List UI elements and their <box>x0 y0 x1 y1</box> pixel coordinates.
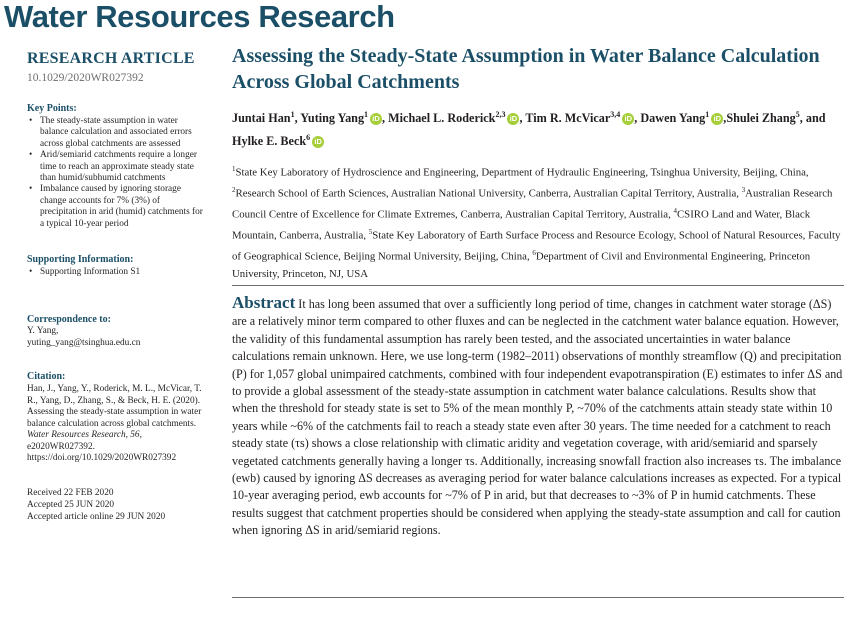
affiliation-text: Department of Civil and Environmental Engineering, Princeton University, Princeton, NJ, USA <box>232 250 811 280</box>
author-affiliation-marker: 1 <box>705 110 710 119</box>
article-header <box>232 43 844 283</box>
author-affiliation-marker: 1 <box>290 110 295 119</box>
affiliation-marker: 3 <box>741 186 746 195</box>
orcid-icon[interactable]: iD <box>507 113 519 125</box>
affiliation-marker: 6 <box>532 248 536 257</box>
citation-heading: Citation: <box>27 371 66 383</box>
sidebar <box>27 50 207 524</box>
divider <box>232 285 844 286</box>
correspondence-email[interactable]: yuting_yang@tsinghua.edu.cn <box>27 337 141 348</box>
author-name[interactable]: Dawen Yang <box>640 111 706 126</box>
supporting-info-list <box>27 267 207 278</box>
affiliation-text: CSIRO Land and Water, Black Mountain, Canberra, Australia, <box>232 208 811 242</box>
author-separator: , <box>382 111 389 126</box>
accepted-online-date: Accepted article online 29 JUN 2020 <box>27 511 166 522</box>
author-name[interactable]: Yuting Yang <box>300 111 365 126</box>
received-date: Received 22 FEB 2020 <box>27 488 114 499</box>
doi[interactable]: 10.1029/2020WR027392 <box>27 72 144 84</box>
supporting-info-heading: Supporting Information: <box>27 254 134 266</box>
affiliation-marker: 4 <box>673 206 677 215</box>
supporting-info-link[interactable]: • Supporting Information S1 <box>27 267 207 278</box>
orcid-icon[interactable]: iD <box>622 113 634 125</box>
divider <box>232 597 844 598</box>
citation-text: Han, J., Yang, Y., Roderick, M. L., McVicar, T. R., Yang, D., Zhang, S., & Beck, H. E. (2020). Assessing the steady-state assumption in water balance calculation across global catchments. <box>27 384 202 429</box>
orcid-icon[interactable]: iD <box>370 113 382 125</box>
key-point: • The steady-state assumption in water balance calculation and associated errors across global catchments are assessed <box>27 116 207 150</box>
author-list <box>232 105 844 151</box>
author-affiliation-marker: 1 <box>364 110 369 119</box>
article-type: RESEARCH ARTICLE <box>27 50 195 67</box>
affiliation-text: State Key Laboratory of Hydroscience and Engineering, Department of Hydraulic Engineering, Tsinghua University, Beijing, China, <box>235 166 809 179</box>
journal-title: Water Resources Research <box>4 0 395 34</box>
author-separator: , <box>634 111 641 126</box>
author-name[interactable]: Tim R. McVicar <box>525 111 611 126</box>
article-dates <box>27 488 207 523</box>
affiliation-marker: 1 <box>232 165 236 174</box>
author-name[interactable]: Hylke E. Beck <box>232 134 307 149</box>
author-separator: , and <box>799 111 826 126</box>
author-separator: , <box>294 111 301 126</box>
author-separator: , <box>519 111 526 126</box>
author-affiliation-marker: 6 <box>306 133 311 143</box>
key-points-list <box>27 116 207 230</box>
affiliation-text: State Key Laboratory of Earth Surface Process and Resource Ecology, School of Natural Resources, Faculty of Geographical Science, Beijing Normal University, Beijing, China, <box>232 229 841 263</box>
author-affiliation-marker: 3,4 <box>610 110 621 119</box>
orcid-icon[interactable]: iD <box>312 136 324 148</box>
affiliation-marker: 5 <box>368 227 373 236</box>
citation <box>27 384 207 464</box>
affiliation-marker: 2 <box>232 186 236 195</box>
abstract-heading: Abstract <box>232 293 296 312</box>
author-affiliation-marker: 2,3 <box>495 110 506 119</box>
author-affiliation-marker: 5 <box>795 110 800 119</box>
affiliation-text: Research School of Earth Sciences, Australian National University, Canberra, Australian Capital Territory, Australia, <box>235 187 742 200</box>
abstract-text: It has long been assumed that over a sufficiently long period of time, changes in catchment water storage (ΔS) are a relatively minor term compared to other fluxes and can be neglected in the catchment water balance equation. However, the validity of this fundamental assumption has rarely been tested, and the associated uncertainties in water balance calculations remain unknown. Here, we use long-term (1982–2011) observations of monthly streamflow (Q) and precipitation (P) for 1,057 global unimpaired catchments, combined with four independent evapotranspiration (E) estimates to infer ΔS and to provide a global assessment of the steady-state assumption in catchment water balance calculations. Results show that when the threshold for steady state is set to 5% of the mean monthly P, ~70% of the catchments attain steady state within 10 years while ~6% of the catchments fail to reach a steady state even after 30 years. The time needed for a catchment to reach steady state (τs) shows a close relationship with climatic aridity and vegetation coverage, with arid/semiarid and sparsely vegetated catchments generally having a longer τs. Additionally, increasing snowfall fraction also increases τs. The imbalance (ewb) caused by ignoring ΔS decreases as averaging period for water balance calculations increases as expected. For a typical 10-year averaging period, ewb accounts for ~7% of P in arid, but that decreases to ~3% of P in humid catchments. These results suggest that catchment properties should be considered when applying the steady-state assumption and call for caution when ignoring ΔS in arid/semiarid regions. <box>232 297 843 538</box>
key-point: • Imbalance caused by ignoring storage change accounts for 7% (3%) of precipitation in arid (humid) catchments for a typical 10-year period <box>27 184 207 230</box>
citation-journal: Water Resources Research, 56, <box>27 430 142 441</box>
author-name[interactable]: Shulei Zhang <box>726 111 796 126</box>
key-point: • Arid/semiarid catchments require a longer time to reach an approximate steady state than humid/subhumid catchments <box>27 150 207 184</box>
citation-doi-link[interactable]: e2020WR027392. https://doi.org/10.1029/2020WR027392 <box>27 441 177 463</box>
key-points-heading: Key Points: <box>27 103 77 114</box>
abstract <box>232 294 844 540</box>
affiliation-text: Australian Research Council Centre of Excellence for Climate Extremes, Canberra, Australian Capital Territory, Australia, <box>232 187 833 221</box>
accepted-date: Accepted 25 JUN 2020 <box>27 500 115 511</box>
author-separator: , <box>723 111 727 126</box>
affiliations <box>232 161 844 283</box>
correspondence-heading: Correspondence to: <box>27 314 111 326</box>
correspondence-name: Y. Yang, <box>27 326 59 337</box>
author-name[interactable]: Juntai Han <box>232 111 291 126</box>
article-title: Assessing the Steady-State Assumption in Water Balance Calculation Across Global Catchments <box>232 45 820 93</box>
orcid-icon[interactable]: iD <box>711 113 723 125</box>
author-name[interactable]: Michael L. Roderick <box>388 111 496 126</box>
